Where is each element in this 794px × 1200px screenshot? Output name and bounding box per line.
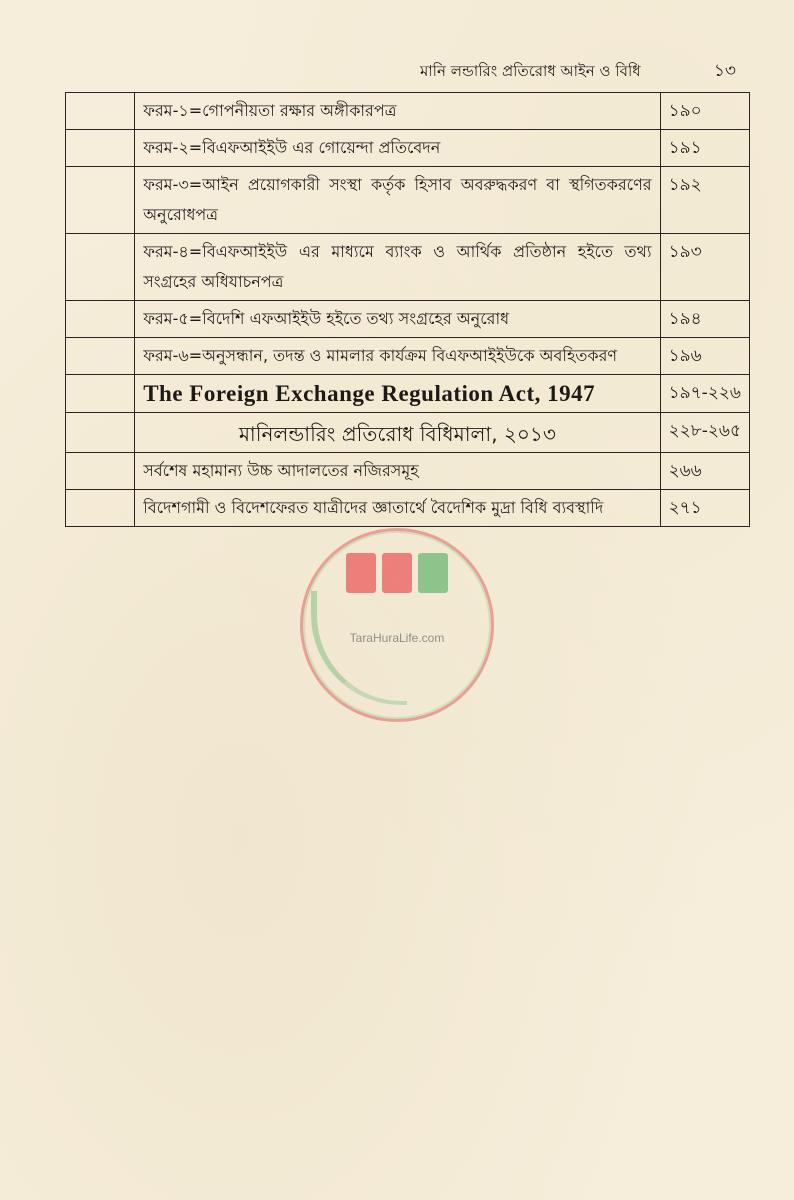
entry-page: ১৯২	[660, 167, 749, 234]
entry-title: ফরম-৪=বিএফআইইউ এর মাধ্যমে ব্যাংক ও আর্থিক প্রতিষ্ঠান হইতে তথ্য সংগ্রহের অধিযাচনপত্র	[135, 234, 660, 301]
entry-title: বিদেশগামী ও বিদেশফেরত যাত্রীদের জ্ঞাতার্থে বৈদেশিক মুদ্রা বিধি ব্যবস্থাদি	[135, 490, 660, 527]
blank-cell	[66, 301, 135, 338]
table-row	[66, 301, 750, 338]
blank-cell	[66, 413, 135, 453]
watermark-seal	[300, 528, 494, 722]
entry-page: ১৯৪	[660, 301, 749, 338]
blank-cell	[66, 453, 135, 490]
entry-page: ২৬৬	[660, 453, 749, 490]
entry-page: ১৯৩	[660, 234, 749, 301]
entry-page: ১৯৬	[660, 338, 749, 375]
entry-title: মানিলন্ডারিং প্রতিরোধ বিধিমালা, ২০১৩	[135, 413, 660, 453]
table-row	[66, 130, 750, 167]
entry-title: ফরম-১=গোপনীয়তা রক্ষার অঙ্গীকারপত্র	[135, 93, 660, 130]
blank-cell	[66, 338, 135, 375]
entry-page: ১৯৭-২২৬	[660, 375, 749, 413]
watermark-swoosh	[311, 591, 407, 705]
entry-page: ১৯১	[660, 130, 749, 167]
watermark-text: TaraHuraLife.com	[349, 631, 445, 645]
entry-page: ২২৮-২৬৫	[660, 413, 749, 453]
blank-cell	[66, 93, 135, 130]
table-row	[66, 490, 750, 527]
watermark-logo	[333, 553, 461, 597]
entry-page: ২৭১	[660, 490, 749, 527]
blank-cell	[66, 130, 135, 167]
entry-title: ফরম-৬=অনুসন্ধান, তদন্ত ও মামলার কার্যক্রম বিএফআইইউকে অবহিতকরণ	[135, 338, 660, 375]
table-row	[66, 167, 750, 234]
entry-title: সর্বশেষ মহামান্য উচ্চ আদালতের নজিরসমূহ	[135, 453, 660, 490]
blank-cell	[66, 490, 135, 527]
entry-title: ফরম-৫=বিদেশি এফআইইউ হইতে তথ্য সংগ্রহের অনুরোধ	[135, 301, 660, 338]
blank-cell	[66, 234, 135, 301]
entry-page: ১৯০	[660, 93, 749, 130]
contents-table	[65, 92, 750, 527]
running-header-title: মানি লন্ডারিং প্রতিরোধ আইন ও বিধি	[420, 61, 641, 80]
table-row	[66, 375, 750, 413]
entry-title: ফরম-২=বিএফআইইউ এর গোয়েন্দা প্রতিবেদন	[135, 130, 660, 167]
blank-cell	[66, 375, 135, 413]
table-row	[66, 413, 750, 453]
table-row	[66, 93, 750, 130]
blank-cell	[66, 167, 135, 234]
running-header	[420, 58, 740, 86]
table-row	[66, 234, 750, 301]
table-row	[66, 453, 750, 490]
entry-title: ফরম-৩=আইন প্রয়োগকারী সংস্থা কর্তৃক হিসাব অবরুদ্ধকরণ বা স্থগিতকরণের অনুরোধপত্র	[135, 167, 660, 234]
table-row	[66, 338, 750, 375]
entry-title: The Foreign Exchange Regulation Act, 1947	[135, 375, 660, 413]
page-number: ১৩	[713, 61, 736, 81]
